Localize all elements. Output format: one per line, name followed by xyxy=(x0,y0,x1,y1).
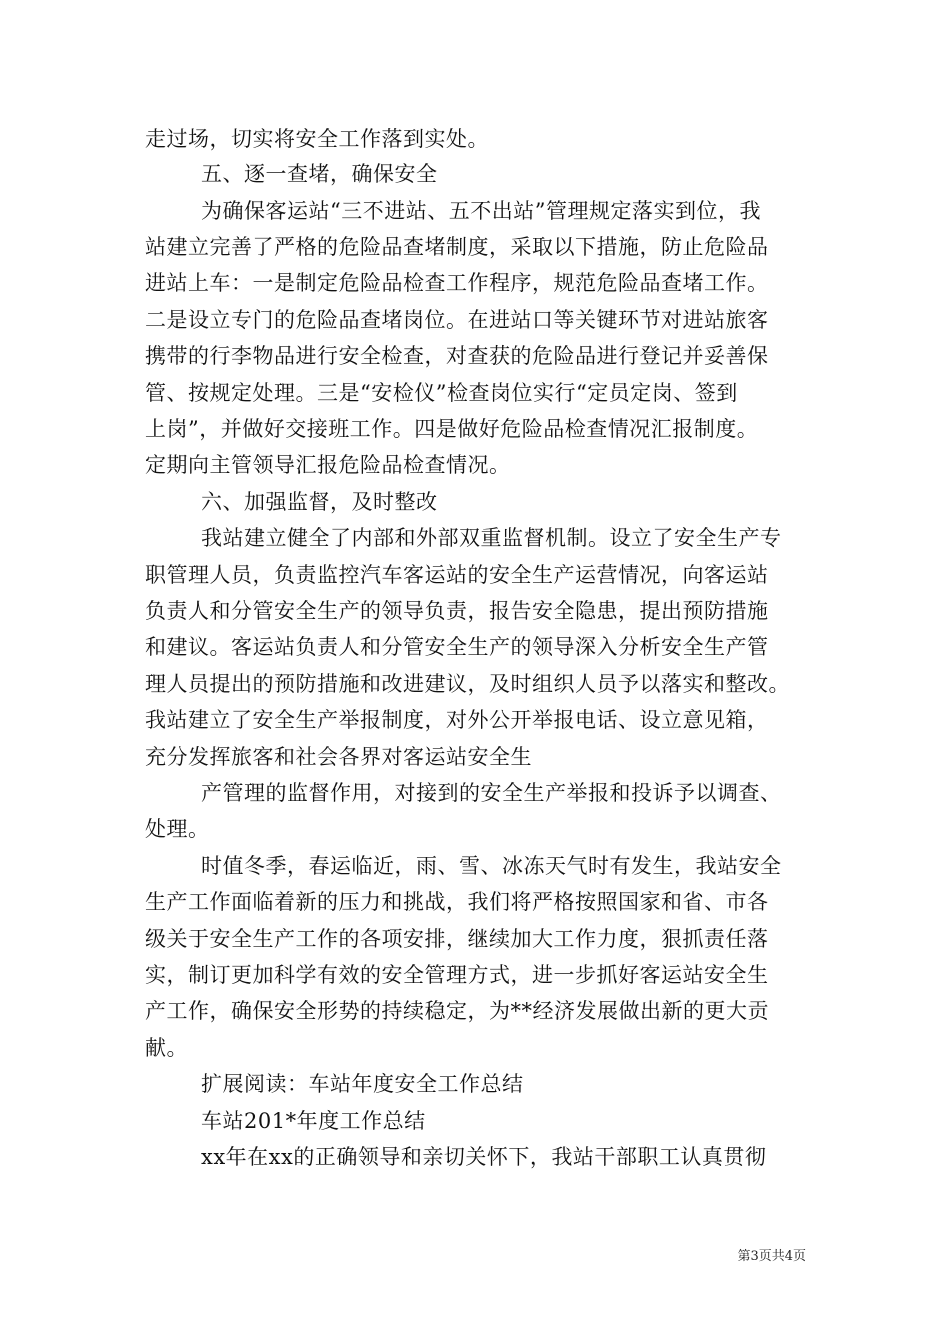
page-number: 第3页共4页 xyxy=(737,1249,806,1264)
text-line: 定期向主管领导汇报危险品检查情况。 xyxy=(145,453,511,477)
text-line: 时值冬季，春运临近，雨、雪、冰冻天气时有发生，我站安全 xyxy=(201,854,782,878)
text-line: 二是设立专门的危险品查堵岗位。在进站口等关键环节对进站旅客 xyxy=(145,308,769,332)
text-line: 充分发挥旅客和社会各界对客运站安全生 xyxy=(145,745,532,769)
text-line: 扩展阅读：车站年度安全工作总结 xyxy=(201,1072,524,1096)
text-line: 和建议。客运站负责人和分管安全生产的领导深入分析安全生产管 xyxy=(145,635,769,659)
text-line: 为确保客运站“三不进站、五不出站”管理规定落实到位，我 xyxy=(201,199,761,223)
text-line: 进站上车：一是制定危险品检查工作程序，规范危险品查堵工作。 xyxy=(145,271,769,295)
text-line: 产管理的监督作用，对接到的安全生产举报和投诉予以调查、 xyxy=(201,781,782,805)
text-line: 级关于安全生产工作的各项安排，继续加大工作力度，狠抓责任落 xyxy=(145,927,769,951)
text-line: 我站建立健全了内部和外部双重监督机制。设立了安全生产专 xyxy=(201,526,782,550)
text-line: 献。 xyxy=(145,1036,188,1060)
text-line: 我站建立了安全生产举报制度，对外公开举报电话、设立意见箱， xyxy=(145,708,769,732)
text-line: 车站201*年度工作总结 xyxy=(201,1109,426,1133)
section-heading: 五、逐一查堵，确保安全 xyxy=(201,162,438,186)
text-line: 站建立完善了严格的危险品查堵制度，采取以下措施，防止危险品 xyxy=(145,235,769,259)
text-line: 产工作，确保安全形势的持续稳定，为**经济发展做出新的更大贡 xyxy=(145,999,769,1023)
text-line: 实，制订更加科学有效的安全管理方式，进一步抓好客运站安全生 xyxy=(145,963,769,987)
text-line: 负责人和分管安全生产的领导负责，报告安全隐患，提出预防措施 xyxy=(145,599,769,623)
section-heading: 六、加强监督，及时整改 xyxy=(201,490,438,514)
text-line: 上岗”，并做好交接班工作。四是做好危险品检查情况汇报制度。 xyxy=(145,417,759,441)
text-line: 理人员提出的预防措施和改进建议，及时组织人员予以落实和整改。 xyxy=(145,672,790,696)
text-line: 携带的行李物品进行安全检查，对查获的危险品进行登记并妥善保 xyxy=(145,344,769,368)
text-line: xx年在xx的正确领导和亲切关怀下，我站干部职工认真贯彻 xyxy=(201,1145,767,1169)
text-line: 走过场，切实将安全工作落到实处。 xyxy=(145,127,489,151)
text-line: 职管理人员，负责监控汽车客运站的安全生产运营情况，向客运站 xyxy=(145,563,769,587)
text-line: 处理。 xyxy=(145,817,210,841)
text-line: 生产工作面临着新的压力和挑战，我们将严格按照国家和省、市各 xyxy=(145,890,769,914)
text-line: 管、按规定处理。三是“安检仪”检查岗位实行“定员定岗、签到 xyxy=(145,381,738,405)
